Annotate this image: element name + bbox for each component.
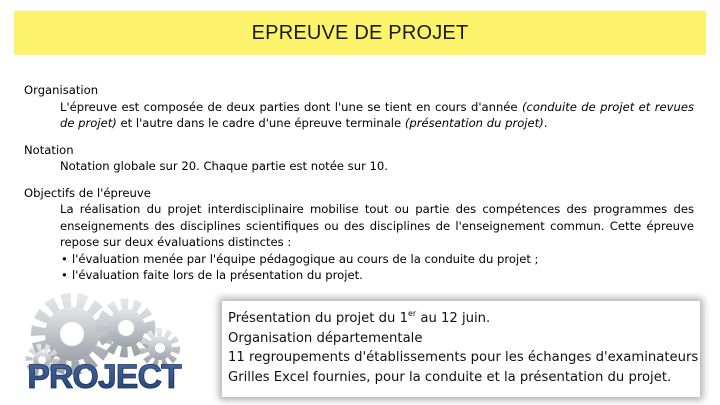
organisation-heading: Organisation: [24, 83, 99, 97]
objectifs-bullet-list: [24, 251, 694, 284]
main-content: [24, 82, 694, 284]
project-logo: [20, 290, 188, 396]
objectifs-heading: Objectifs de l'épreuve: [24, 185, 151, 200]
list-item: • l'évaluation faite lors de la présentation du projet.: [60, 267, 694, 284]
info-line-organisation: Organisation départementale: [228, 330, 423, 346]
gears-icon: [20, 290, 188, 396]
logo-text: PROJECT: [27, 358, 181, 396]
page-title: EPREUVE DE PROJET: [251, 21, 469, 44]
notation-heading: Notation: [24, 142, 74, 157]
list-item: • l'évaluation menée par l'équipe pédagogique au cours de la conduite du projet ;: [60, 251, 694, 268]
objectifs-text: La réalisation du projet interdisciplinaire mobilise tout ou partie des compétences des programmes des enseignements des disciplines scientifiques ou des disciplines de l'enseignement commun. Cette épreuve repose sur deux évaluations distinctes :: [60, 202, 694, 249]
info-line-regroupements: 11 regroupements d'établissements pour les échanges d'examinateurs: [228, 350, 699, 365]
info-box: [222, 301, 700, 397]
info-line-presentation: Présentation du projet du 1er au 12 juin.: [228, 309, 491, 326]
notation-text: Notation globale sur 20. Chaque partie est notée sur 10.: [60, 159, 388, 173]
info-line-grilles: Grilles Excel fournies, pour la conduite et la présentation du projet.: [228, 369, 672, 385]
title-banner: [14, 11, 706, 55]
organisation-text: L'épreuve est composée de deux parties dont l'une se tient en cours d'année (conduite de projet et revues de projet) et l'autre dans le cadre d'une épreuve terminale (présentation du projet).: [60, 99, 694, 130]
